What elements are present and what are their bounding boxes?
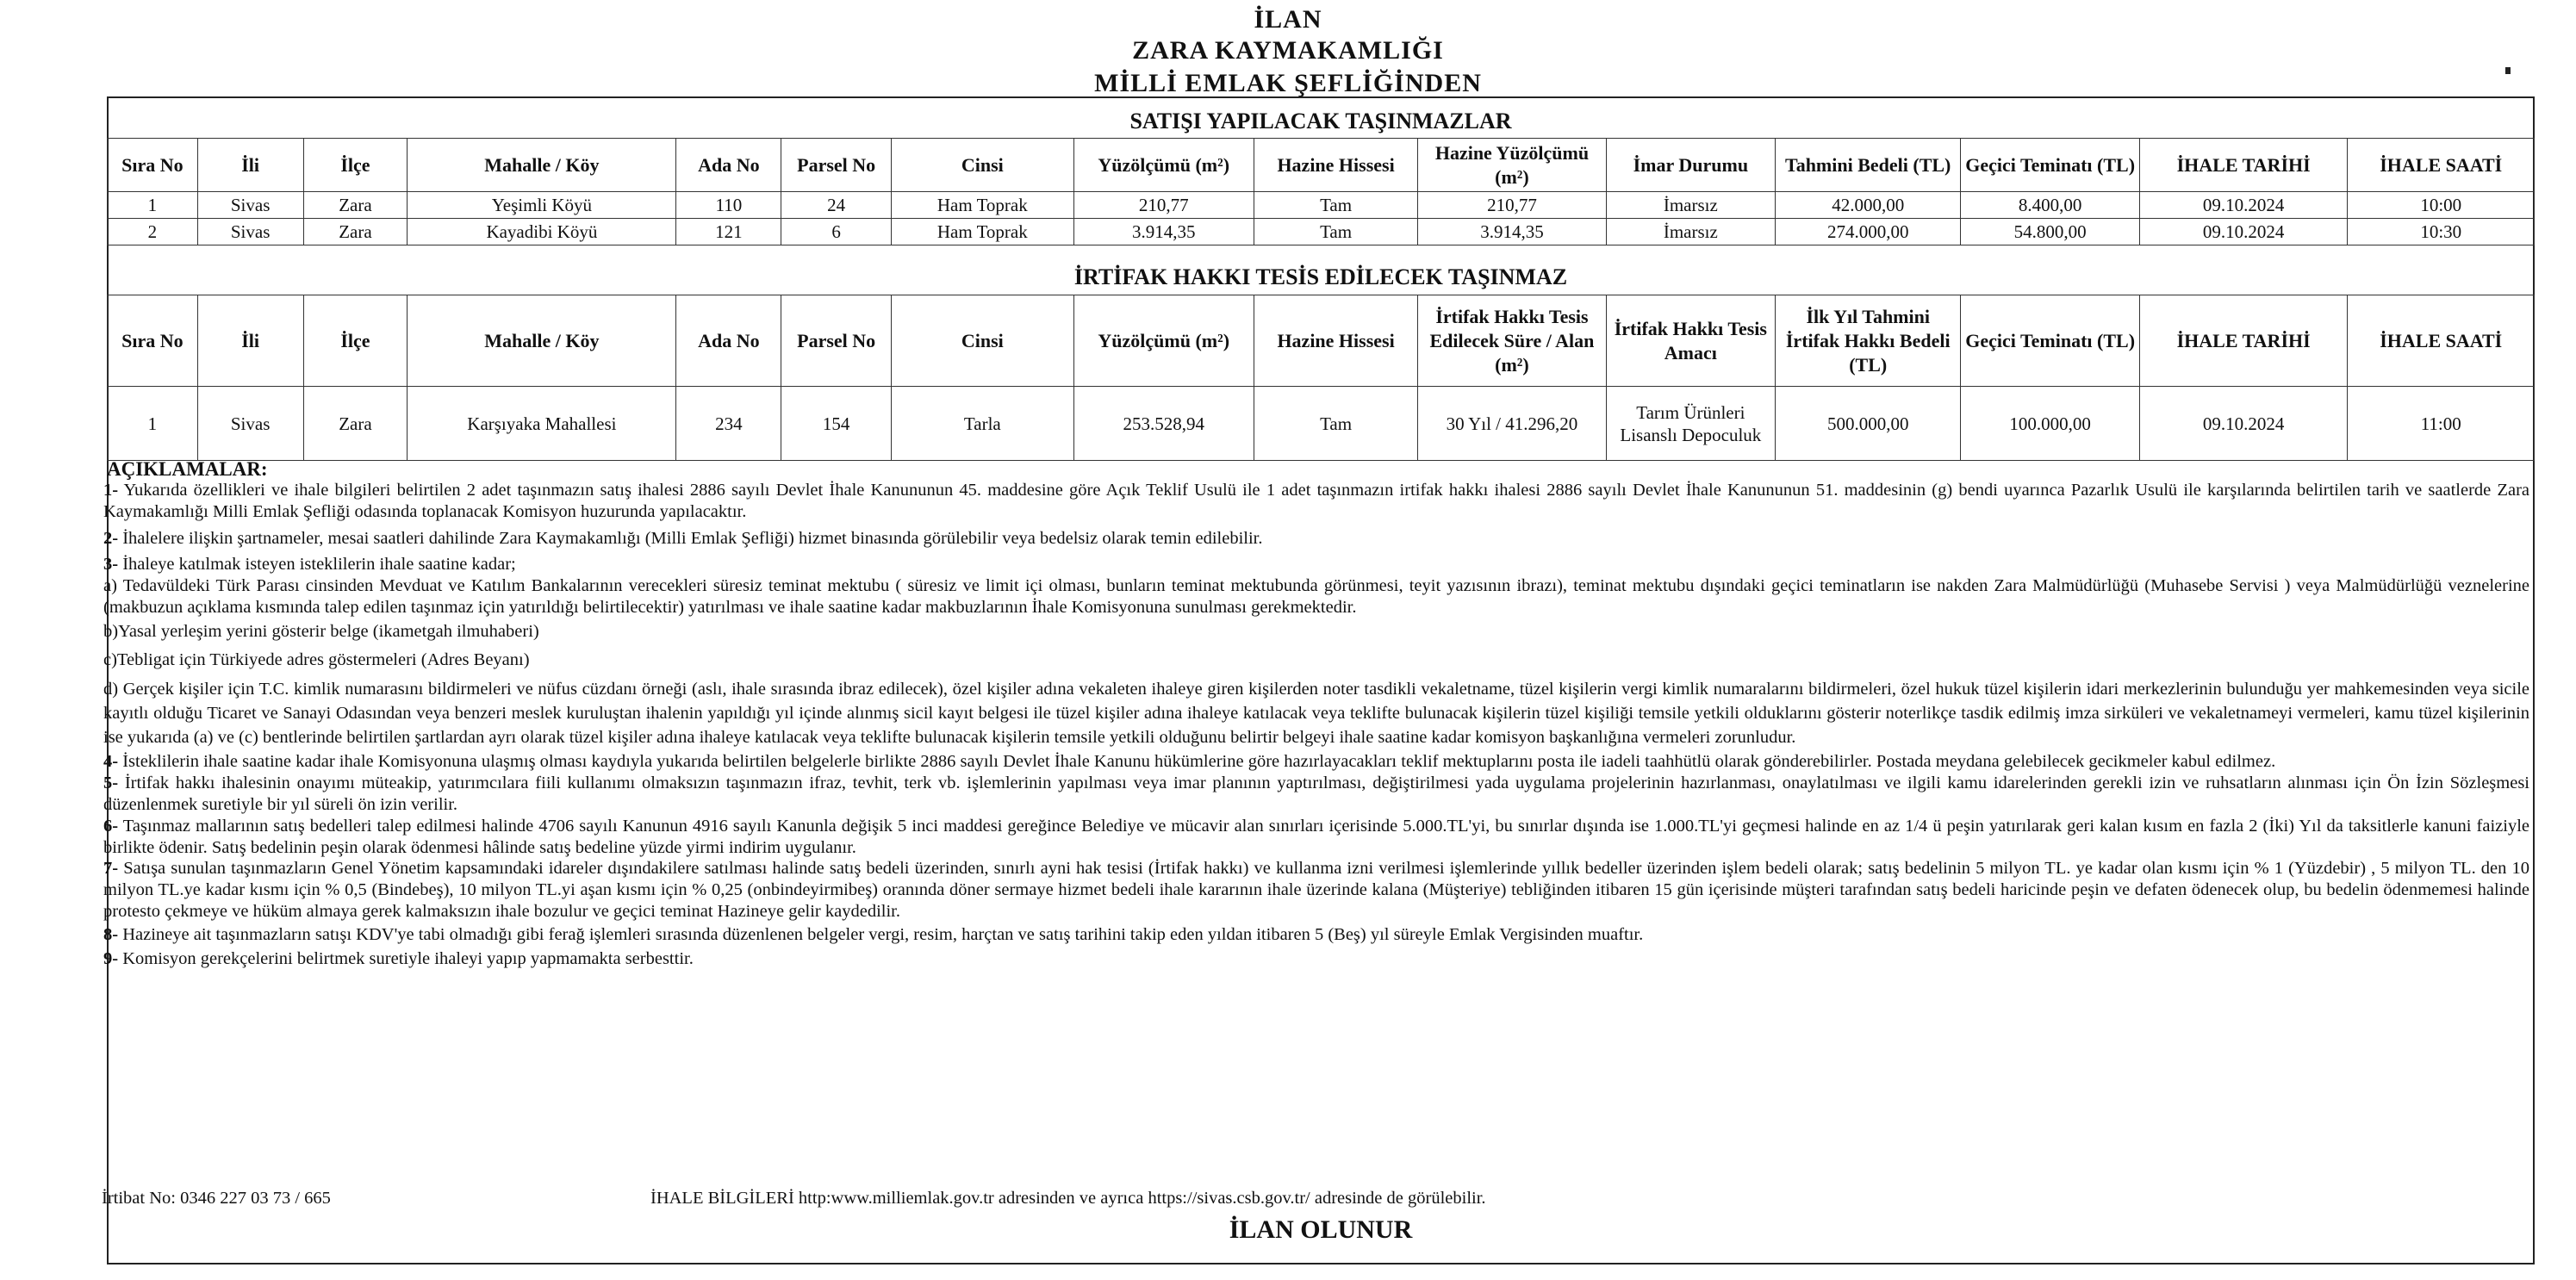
table-cell: 42.000,00 xyxy=(1776,192,1961,219)
table-cell: 8.400,00 xyxy=(1961,192,2139,219)
note-number: 8- xyxy=(103,924,119,944)
tender-info: İHALE BİLGİLERİ http:www.milliemlak.gov.tr adresinden ve ayrıca https://sivas.csb.gov.tr/ adresinde de görülebilir. xyxy=(650,1189,1486,1208)
column-header: Geçici Teminatı (TL) xyxy=(1961,295,2139,387)
table-cell: 154 xyxy=(781,387,892,461)
note-number: 1- xyxy=(103,481,119,500)
column-header: Mahalle / Köy xyxy=(408,295,676,387)
column-header: İli xyxy=(197,295,303,387)
table-cell: Sivas xyxy=(197,387,303,461)
table-cell: 6 xyxy=(781,219,892,245)
column-header: Cinsi xyxy=(892,295,1073,387)
column-header: Hazine Yüzölçümü (m²) xyxy=(1418,139,1606,192)
notes-title: AÇIKLAMALAR: xyxy=(107,458,268,480)
column-header: Hazine Hissesi xyxy=(1254,295,1417,387)
note-text: Hazineye ait taşınmazların satışı KDV'ye tabi olmadığı gibi ferağ işlemleri sırasında düzenlenen belgeler vergi, resim, harçtan ve satış tarihini takip eden yıldan itibaren 5 (Beş) yıl süreyle Emlak Vergisinden muaftır. xyxy=(122,924,1644,944)
column-header: Sıra No xyxy=(108,295,198,387)
table-cell: Tarım Ürünleri Lisanslı Depoculuk xyxy=(1606,387,1775,461)
column-header: Ada No xyxy=(676,139,781,192)
table-cell: Ham Toprak xyxy=(892,219,1073,245)
table-cell: 30 Yıl / 41.296,20 xyxy=(1418,387,1606,461)
table-row xyxy=(108,192,2535,219)
issuer-title: ZARA KAYMAKAMLIĞI xyxy=(1132,36,1444,65)
table-cell: 3.914,35 xyxy=(1418,219,1606,245)
column-header: İHALE SAATİ xyxy=(2348,295,2535,387)
column-header: İlçe xyxy=(303,295,408,387)
contact-number: İrtibat No: 0346 227 03 73 / 665 xyxy=(102,1189,331,1208)
table-cell: Zara xyxy=(303,219,408,245)
note-number: 6- xyxy=(103,816,119,836)
table-cell: 2 xyxy=(108,219,198,245)
column-header: İmar Durumu xyxy=(1606,139,1775,192)
table-cell: 234 xyxy=(676,387,781,461)
table-row xyxy=(108,387,2535,461)
note-6 xyxy=(103,816,2529,859)
table-cell: 110 xyxy=(676,192,781,219)
scan-speck xyxy=(2505,67,2511,74)
table-cell: 09.10.2024 xyxy=(2139,219,2348,245)
table-cell: Yeşimli Köyü xyxy=(408,192,676,219)
column-header: İrtifak Hakkı Tesis Edilecek Süre / Alan (m²) xyxy=(1418,295,1606,387)
column-header: Parsel No xyxy=(781,295,892,387)
column-header: Cinsi xyxy=(892,139,1073,192)
column-header: İHALE SAATİ xyxy=(2348,139,2535,192)
table-cell: 09.10.2024 xyxy=(2139,387,2348,461)
note-text: İsteklilerin ihale saatine kadar ihale Komisyonuna ulaşmış olması kaydıyla yukarıda belirtilen belgelerle birlikte 2886 sayılı Devlet İhale Kanunu hükümlerine göre hazırlayacakları teklif mektuplarını posta ile iadeli taahhütlü olarak gönderebilirler. Postada meydana gelebilecek gecikmeler kabul edilmez. xyxy=(122,752,2276,772)
column-header: Yüzölçümü (m²) xyxy=(1073,295,1254,387)
note-text: İhaleye katılmak isteyen isteklilerin ihale saatine kadar; xyxy=(122,555,516,575)
table-cell: 1 xyxy=(108,387,198,461)
table-cell: 10:30 xyxy=(2348,219,2535,245)
note-number: 3- xyxy=(103,555,119,575)
note-text: İrtifak hakkı ihalesinin onayımı müteakip, yatırımcılara fiili kullanımı olmaksızın taşınmazın ifraz, tevhit, terk vb. işlemlerinin yapılması veya imar planının yaptırılması, değiştirilmesi yada uygulama projelerinin hazırlanması, onaylatılması ve ilgili kamu idarelerinden gerekli izin ve ruhsatların alınması için Ön İzin Sözleşmesi düzenlenmek suretiyle bir yıl süreli ön izin verilir. xyxy=(103,774,2530,814)
note-number: 9- xyxy=(103,948,119,968)
note-2 xyxy=(103,528,2529,550)
easement-table-header-row xyxy=(108,295,2535,387)
note-text: Yukarıda özellikleri ve ihale bilgileri belirtilen 2 adet taşınmazın satış ihalesi 2886 sayılı Devlet İhale Kanununun 45. maddesine göre Açık Teklif Usulü ile 1 adet taşınmazın irtifak hakkı ihalesi 2886 sayılı Devlet İhale Kanununun 51. maddesinin (g) bendi uyarınca Pazarlık Usulü ile karşılarında belirtilen tarih ve saatlerde Zara Kaymakamlığı Milli Emlak Şefliği odasında toplanacak Komisyon huzurunda yapılacaktır. xyxy=(103,481,2529,521)
announcement-heading: İLAN xyxy=(1254,5,1322,34)
table-cell: Tam xyxy=(1254,192,1417,219)
table-cell: 253.528,94 xyxy=(1073,387,1254,461)
column-header: İlçe xyxy=(303,139,408,192)
table-cell: 500.000,00 xyxy=(1776,387,1961,461)
table-cell: Zara xyxy=(303,192,408,219)
note-number: 2- xyxy=(103,528,119,548)
column-header: Sıra No xyxy=(108,139,198,192)
note-number: 4- xyxy=(103,752,119,772)
table-cell: 11:00 xyxy=(2348,387,2535,461)
column-header: İHALE TARİHİ xyxy=(2139,139,2348,192)
column-header: Mahalle / Köy xyxy=(408,139,676,192)
column-header: İHALE TARİHİ xyxy=(2139,295,2348,387)
note-text: Taşınmaz mallarının satış bedelleri talep edilmesi halinde 4706 sayılı Kanunun 4916 sayılı Kanunla değişik 5 inci maddesi gereğince Belediye ve mücavir alan sınırları içerisinde 5.000.TL'yi, bu sınırlar dışında ise 1.000.TL'yi geçmesi halinde en az 1/4 ü peşin yatırılarak geri kalan kısım en fazla 2 (İki) Yıl da taksitlerle kanuni faiziyle birlikte ödenir. Satış bedelinin peşin olarak ödenmesi hâlinde satış bedeline yüzde yirmi indirim uygulanır. xyxy=(103,816,2529,857)
table-cell: 54.800,00 xyxy=(1961,219,2139,245)
table-cell: 3.914,35 xyxy=(1073,219,1254,245)
note-3d: d) Gerçek kişiler için T.C. kimlik numarasını bildirmeleri ve nüfus cüzdanı örneği (aslı, ihale sırasında ibraz edilecek), özel kişiler adına vekaleten ihaleye giren kişilerden noter tasdikli vekaletname, tüzel kişilerin vergi kimlik numaralarını bildirmeleri, özel hukuk tüzel kişilerin idari merkezlerinin bulunduğu yer mahkemesinden veya sicile kayıtlı olduğu Ticaret ve Sanayi Odasından veya benzeri meslek kuruluştan ihalenin yapıldığı yıl içinde alınmış sicil kayıt belgesi ile tüzel kişiler adına ihaleye katılacak veya teklifte bulunacak kişilerin tüzel kişiliği temsile yetkili olduklarını gösterir noterlikçe tasdik edilmiş imza sirküleri ve vekaletnameyi vermeleri, kamu tüzel kişilerinin ise yukarıda (a) ve (c) bentlerinde belirtilen şartlardan ayrı olarak tüzel kişiler adına ihaleye katılacak veya teklifte bulunacak kişilerin temsile yetkili olduğunu belirtir belgeyi ihale saatine kadar komisyon başkanlığına vermeleri zorunludur. xyxy=(103,680,2529,748)
issuer-department: MİLLİ EMLAK ŞEFLİĞİNDEN xyxy=(1094,69,1482,97)
table-cell: 24 xyxy=(781,192,892,219)
sale-section-title: SATIŞI YAPILACAK TAŞINMAZLAR xyxy=(1129,109,1512,134)
table-cell: Zara xyxy=(303,387,408,461)
column-header: Yüzölçümü (m²) xyxy=(1073,139,1254,192)
notes-body xyxy=(103,480,2529,969)
table-cell: 121 xyxy=(676,219,781,245)
column-header: İlk Yıl Tahmini İrtifak Hakkı Bedeli (TL) xyxy=(1776,295,1961,387)
table-cell: 210,77 xyxy=(1073,192,1254,219)
table-cell: Sivas xyxy=(197,219,303,245)
note-text: İhalelere ilişkin şartnameler, mesai saatleri dahilinde Zara Kaymakamlığı (Milli Emlak Şefliği) hizmet binasında görülebilir veya bedelsiz olarak temin edilebilir. xyxy=(122,528,1263,548)
note-3c: c)Tebligat için Türkiyede adres göstermeleri (Adres Beyanı) xyxy=(103,649,530,669)
table-cell: İmarsız xyxy=(1606,219,1775,245)
note-3b: b)Yasal yerleşim yerini gösterir belge (ikametgah ilmuhaberi) xyxy=(103,621,539,641)
closing-statement: İLAN OLUNUR xyxy=(1229,1215,1413,1244)
column-header: İli xyxy=(197,139,303,192)
note-text: Satışa sunulan taşınmazların Genel Yönetim kapsamındaki idareler dışındakilere satılması halinde satış bedeli üzerinden, sınırlı ayni hak tesisi (İrtifak hakkı) ve kullanma izni verilmesi işlemlerinde yıllık bedeller üzerinden işlem bedeli olarak; satış bedelinin 5 milyon TL. ye kadar olan kısmı için % 1 (Yüzdebir) , 5 milyon TL. den 10 milyon TL.ye kadar kısmı için % 0,5 (Bindebeş), 10 milyon TL.yi aşan kısmı için % 0,25 (onbindeyirmibeş) oranında döner sermaye hizmet bedeli ihale kararının ihale üzerinde kalana (Müşteriye) tebliğinden itibaren 15 gün içerisinde müşteri tarafından satış bedeli haricinde peşin ve defaten ödenecek olup, bu bedelin ödenmemesi halinde protesto çekmeye ve hüküm almaya gerek kalmaksızın ihale bozulur ve geçici teminat Hazineye gelir kaydedilir. xyxy=(103,859,2530,921)
column-header: Geçici Teminatı (TL) xyxy=(1961,139,2139,192)
note-text: Komisyon gerekçelerini belirtmek suretiyle ihaleyi yapıp yapmamakta serbesttir. xyxy=(122,948,694,968)
note-9 xyxy=(103,948,2529,970)
table-cell: Tam xyxy=(1254,219,1417,245)
sale-table xyxy=(107,138,2535,245)
note-8 xyxy=(103,924,2529,946)
table-cell: 1 xyxy=(108,192,198,219)
column-header: Hazine Hissesi xyxy=(1254,139,1417,192)
note-7 xyxy=(103,858,2529,922)
note-number: 5- xyxy=(103,774,119,793)
table-cell: İmarsız xyxy=(1606,192,1775,219)
table-cell: Sivas xyxy=(197,192,303,219)
table-cell: Tarla xyxy=(892,387,1073,461)
column-header: Tahmini Bedeli (TL) xyxy=(1776,139,1961,192)
table-cell: 100.000,00 xyxy=(1961,387,2139,461)
note-4 xyxy=(103,751,2529,773)
column-header: Parsel No xyxy=(781,139,892,192)
note-5 xyxy=(103,773,2529,816)
easement-section-title: İRTİFAK HAKKI TESİS EDİLECEK TAŞINMAZ xyxy=(1073,264,1568,289)
column-header: Ada No xyxy=(676,295,781,387)
column-header: İrtifak Hakkı Tesis Amacı xyxy=(1606,295,1775,387)
table-cell: 274.000,00 xyxy=(1776,219,1961,245)
table-cell: Karşıyaka Mahallesi xyxy=(408,387,676,461)
table-cell: Ham Toprak xyxy=(892,192,1073,219)
table-cell: Tam xyxy=(1254,387,1417,461)
table-cell: 10:00 xyxy=(2348,192,2535,219)
note-1 xyxy=(103,480,2529,523)
note-3a: a) Tedavüldeki Türk Parası cinsinden Mevduat ve Katılım Bankalarının verecekleri süresiz teminat mektubu ( süresiz ve limit içi olması, bunların teminat mektubunda görünmesi, teyit yazısının ibrazı), teminat mektubu dışındaki geçici teminatların ise nakden Zara Malmüdürlüğü (Muhasebe Servisi ) veya Malmüdürlüğü veznelerine (makbuzun açıklama kısmında talep edilen taşınmaz için yatırıldığı belirtilecektir) yatırılması ve ihale saatine kadar makbuzlarının İhale Komisyonuna sunulması gerekmektedir. xyxy=(103,576,2529,617)
table-row xyxy=(108,219,2535,245)
sale-table-header-row xyxy=(108,139,2535,192)
table-cell: 210,77 xyxy=(1418,192,1606,219)
table-cell: Kayadibi Köyü xyxy=(408,219,676,245)
easement-table xyxy=(107,295,2535,461)
table-cell: 09.10.2024 xyxy=(2139,192,2348,219)
note-number: 7- xyxy=(103,859,119,879)
note-3 xyxy=(103,554,2529,575)
